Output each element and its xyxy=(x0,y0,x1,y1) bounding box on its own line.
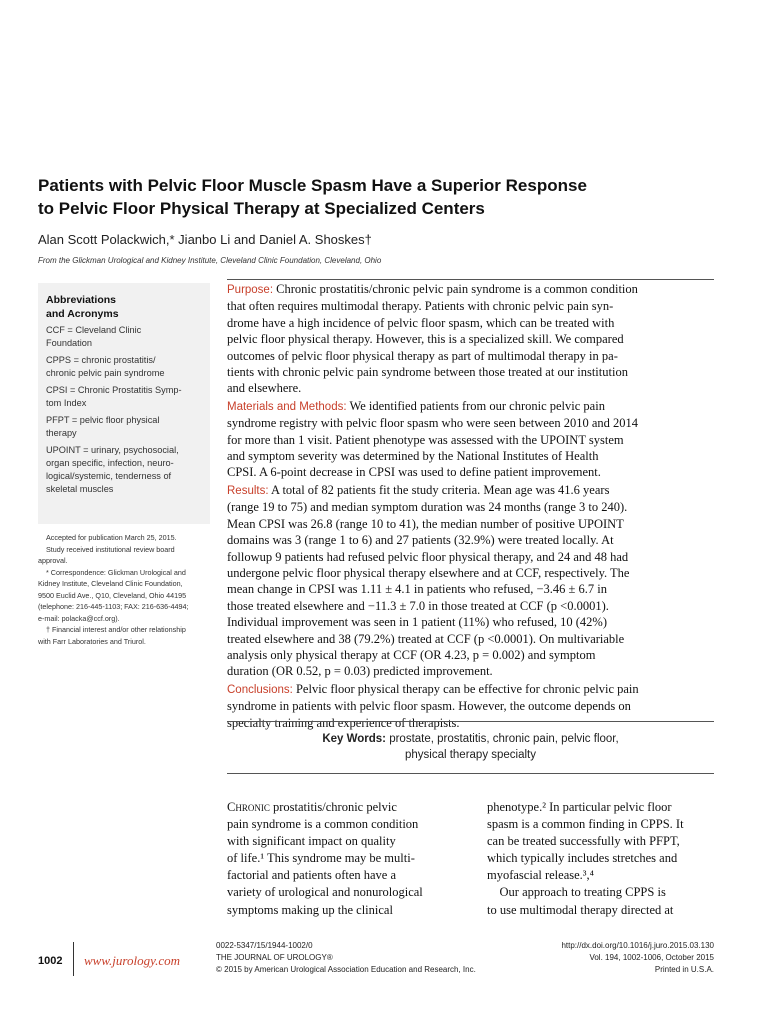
note-line: (telephone: 216-445-1103; FAX: 216-636-4494; xyxy=(38,602,189,611)
divider xyxy=(227,773,714,774)
abstract xyxy=(227,279,714,731)
keywords-line xyxy=(227,731,714,747)
abbreviation-line: CCF = Cleveland Clinic xyxy=(46,325,142,335)
body-line: to use multimodal therapy directed at xyxy=(487,902,674,917)
abstract-results xyxy=(227,481,714,680)
footer-line: Printed in U.S.A. xyxy=(654,965,714,974)
abbreviation-line: therapy xyxy=(46,428,77,438)
journal-website-link[interactable]: www.jurology.com xyxy=(84,953,181,968)
doi-link[interactable]: http://dx.doi.org/10.1016/j.juro.2015.03.130 xyxy=(561,941,714,950)
abbreviation-line: organ specific, infection, neuro- xyxy=(46,458,174,468)
body-line: factorial and patients often have a xyxy=(227,868,397,883)
footer-line: 0022-5347/15/1944-1002/0 xyxy=(216,941,313,950)
abbreviation-item xyxy=(46,414,210,440)
abbreviation-line: tom Index xyxy=(46,398,87,408)
body-line-text: prostatitis/chronic pelvic xyxy=(269,800,397,814)
abbreviation-item xyxy=(46,384,210,410)
abbreviation-line: CPPS = chronic prostatitis/ xyxy=(46,355,156,365)
abstract-line: pelvic floor physical therapy. However, this is a specialized skill. We compared xyxy=(227,332,624,347)
abstract-line: analysis only physical therapy at CCF (OR 4.23, p = 0.002) and symptom xyxy=(227,647,596,662)
title-line: to Pelvic Floor Physical Therapy at Specialized Centers xyxy=(38,199,485,218)
abstract-line: (range 19 to 75) and median symptom duration was 24 months (range 3 to 240). xyxy=(227,500,628,515)
abstract-line xyxy=(227,398,714,415)
divider xyxy=(73,942,74,976)
abstract-line: Mean CPSI was 26.8 (range 10 to 41), the median number of positive UPOINT xyxy=(227,516,624,531)
keywords-text: prostate, prostatitis, chronic pain, pelvic floor, xyxy=(386,733,619,745)
abstract-line: syndrome registry with pelvic floor spasm who were seen between 2010 and 2014 xyxy=(227,416,639,431)
abbreviation-item xyxy=(46,444,210,496)
abstract-line: mean change in CPSI was 1.11 ± 4.1 in patients who refused, −3.46 ± 6.7 in xyxy=(227,582,607,597)
abstract-line: syndrome in patients with pelvic floor spasm. However, the outcome depends on xyxy=(227,699,631,714)
abstract-line-text: A total of 82 patients fit the study criteria. Mean age was 41.6 years xyxy=(268,482,610,497)
body-line xyxy=(227,799,455,816)
drop-word: Chronic xyxy=(227,800,270,814)
abstract-line: undergone pelvic floor physical therapy elsewhere and at CCF, respectively. The xyxy=(227,565,630,580)
abstract-line: those treated elsewhere and −11.3 ± 7.0 in those treated at CCF (p <0.0001). xyxy=(227,598,609,613)
note-line: e-mail: polacka@ccf.org). xyxy=(38,613,120,623)
body-line: symptoms making up the clinical xyxy=(227,902,393,917)
abbreviation-item xyxy=(46,324,210,350)
footer-citation-info xyxy=(561,940,714,976)
footer-line: © 2015 by American Urological Association Education and Research, Inc. xyxy=(216,965,476,974)
page-number: 1002 xyxy=(38,955,63,967)
body-line: Our approach to treating CPPS is xyxy=(487,885,666,900)
abstract-line xyxy=(227,281,714,298)
abstract-conclusions xyxy=(227,680,714,731)
abstract-line xyxy=(227,482,714,499)
abstract-line: and elsewhere. xyxy=(227,381,302,396)
note-line: Kidney Institute, Cleveland Clinic Foundation, xyxy=(38,579,183,588)
affiliation: From the Glickman Urological and Kidney Institute, Cleveland Clinic Foundation, Cleveland, Ohio xyxy=(38,256,382,265)
keywords-label: Key Words: xyxy=(322,733,387,745)
abstract-line: tients with chronic pelvic pain syndrome between those treated at our institution xyxy=(227,365,628,380)
title-line: Patients with Pelvic Floor Muscle Spasm Have a Superior Response xyxy=(38,176,587,195)
abstract-line: specialty training and experience of therapists. xyxy=(227,715,460,730)
abstract-line xyxy=(227,681,714,698)
abstract-line-text: Chronic prostatitis/chronic pelvic pain syndrome is a common condition xyxy=(273,282,638,296)
abstract-line: domains was 3 (range 1 to 6) and 27 patients (32.9%) were treated locally. At xyxy=(227,533,614,548)
note-line: Accepted for publication March 25, 2015. xyxy=(46,533,177,542)
body-column-right xyxy=(487,799,715,919)
divider xyxy=(227,721,714,722)
body-line: variety of urological and nonurological xyxy=(227,885,423,900)
abstract-line-text: We identified patients from our chronic pelvic pain xyxy=(346,398,605,413)
abbreviation-item xyxy=(46,354,210,380)
keywords xyxy=(227,731,714,763)
section-label: Conclusions: xyxy=(227,683,293,696)
body-line: which typically includes stretches and xyxy=(487,851,678,866)
body-column-left xyxy=(227,799,455,919)
abstract-line: outcomes of pelvic floor physical therapy as part of multimodal therapy in pa- xyxy=(227,348,618,363)
note-line: † Financial interest and/or other relationship xyxy=(46,625,186,634)
note-line: Study received institutional review board xyxy=(46,544,175,554)
body-line: pain syndrome is a common condition xyxy=(227,817,419,832)
article-notes xyxy=(38,532,206,647)
note-line: * Correspondence: Glickman Urological and xyxy=(46,567,186,577)
abstract-line: and symptom severity was determined by the National Institutes of Health xyxy=(227,449,599,464)
note-line: 9500 Euclid Ave., Q10, Cleveland, Ohio 44195 xyxy=(38,590,187,600)
abstract-line: followup 9 patients had refused pelvic floor physical therapy, and 24 and 48 had xyxy=(227,549,629,564)
footer-line: Vol. 194, 1002-1006, October 2015 xyxy=(589,953,714,962)
abstract-line: for more than 1 visit. Patient phenotype was assessed with the UPOINT system xyxy=(227,432,624,447)
heading-line: and Acronyms xyxy=(46,308,119,320)
abstract-line: that often requires multimodal therapy. Patients with chronic pelvic pain syn- xyxy=(227,299,614,314)
abstract-line-text: Pelvic floor physical therapy can be effective for chronic pelvic pain xyxy=(292,681,639,696)
body-line: myofascial release.³,⁴ xyxy=(487,868,595,883)
abstract-line: Individual improvement was seen in 1 patient (11%) who refused, 10 (42%) xyxy=(227,615,607,630)
footer-line: THE JOURNAL OF UROLOGY® xyxy=(216,953,333,962)
article-title xyxy=(38,174,678,220)
abbreviation-line: PFPT = pelvic floor physical xyxy=(46,415,160,425)
abbreviation-line: UPOINT = urinary, psychosocial, xyxy=(46,445,179,455)
abbreviations-box xyxy=(38,283,210,524)
body-line: can be treated successfully with PFPT, xyxy=(487,834,680,849)
note-line: approval. xyxy=(38,556,68,565)
abstract-line: duration (OR 0.52, p = 0.03) predicted improvement. xyxy=(227,664,493,679)
abbreviation-line: CPSI = Chronic Prostatitis Symp- xyxy=(46,385,182,395)
abbreviation-line: Foundation xyxy=(46,338,92,348)
note-line: with Farr Laboratories and Triurol. xyxy=(38,636,146,646)
abbreviation-line: logical/systemic, tenderness of xyxy=(46,471,172,481)
abstract-line: CPSI. A 6-point decrease in CPSI was used to define patient improvement. xyxy=(227,465,601,480)
abstract-line: treated elsewhere and 38 (79.2%) treated at CCF (p <0.0001). On multivariable xyxy=(227,631,625,646)
body-line: spasm is a common finding in CPPS. It xyxy=(487,817,684,832)
author-list: Alan Scott Polackwich,* Jianbo Li and Daniel A. Shoskes† xyxy=(38,232,372,247)
abbreviation-line: chronic pelvic pain syndrome xyxy=(46,368,165,378)
keywords-line: physical therapy specialty xyxy=(404,749,537,761)
body-line: with significant impact on quality xyxy=(227,834,396,849)
abstract-line: drome have a high incidence of pelvic floor spasm, which can be treated with xyxy=(227,315,615,330)
body-line: of life.¹ This syndrome may be multi- xyxy=(227,851,415,866)
body-line: phenotype.² In particular pelvic floor xyxy=(487,800,672,814)
section-label: Purpose: xyxy=(227,284,274,296)
abstract-purpose xyxy=(227,280,714,397)
heading-line: Abbreviations xyxy=(46,294,117,306)
section-label: Results: xyxy=(227,484,269,497)
footer-journal-info xyxy=(216,940,476,976)
section-label: Materials and Methods: xyxy=(227,400,347,413)
abstract-methods xyxy=(227,397,714,481)
abbreviations-heading xyxy=(46,293,210,321)
abbreviation-line: skeletal muscles xyxy=(46,484,114,494)
